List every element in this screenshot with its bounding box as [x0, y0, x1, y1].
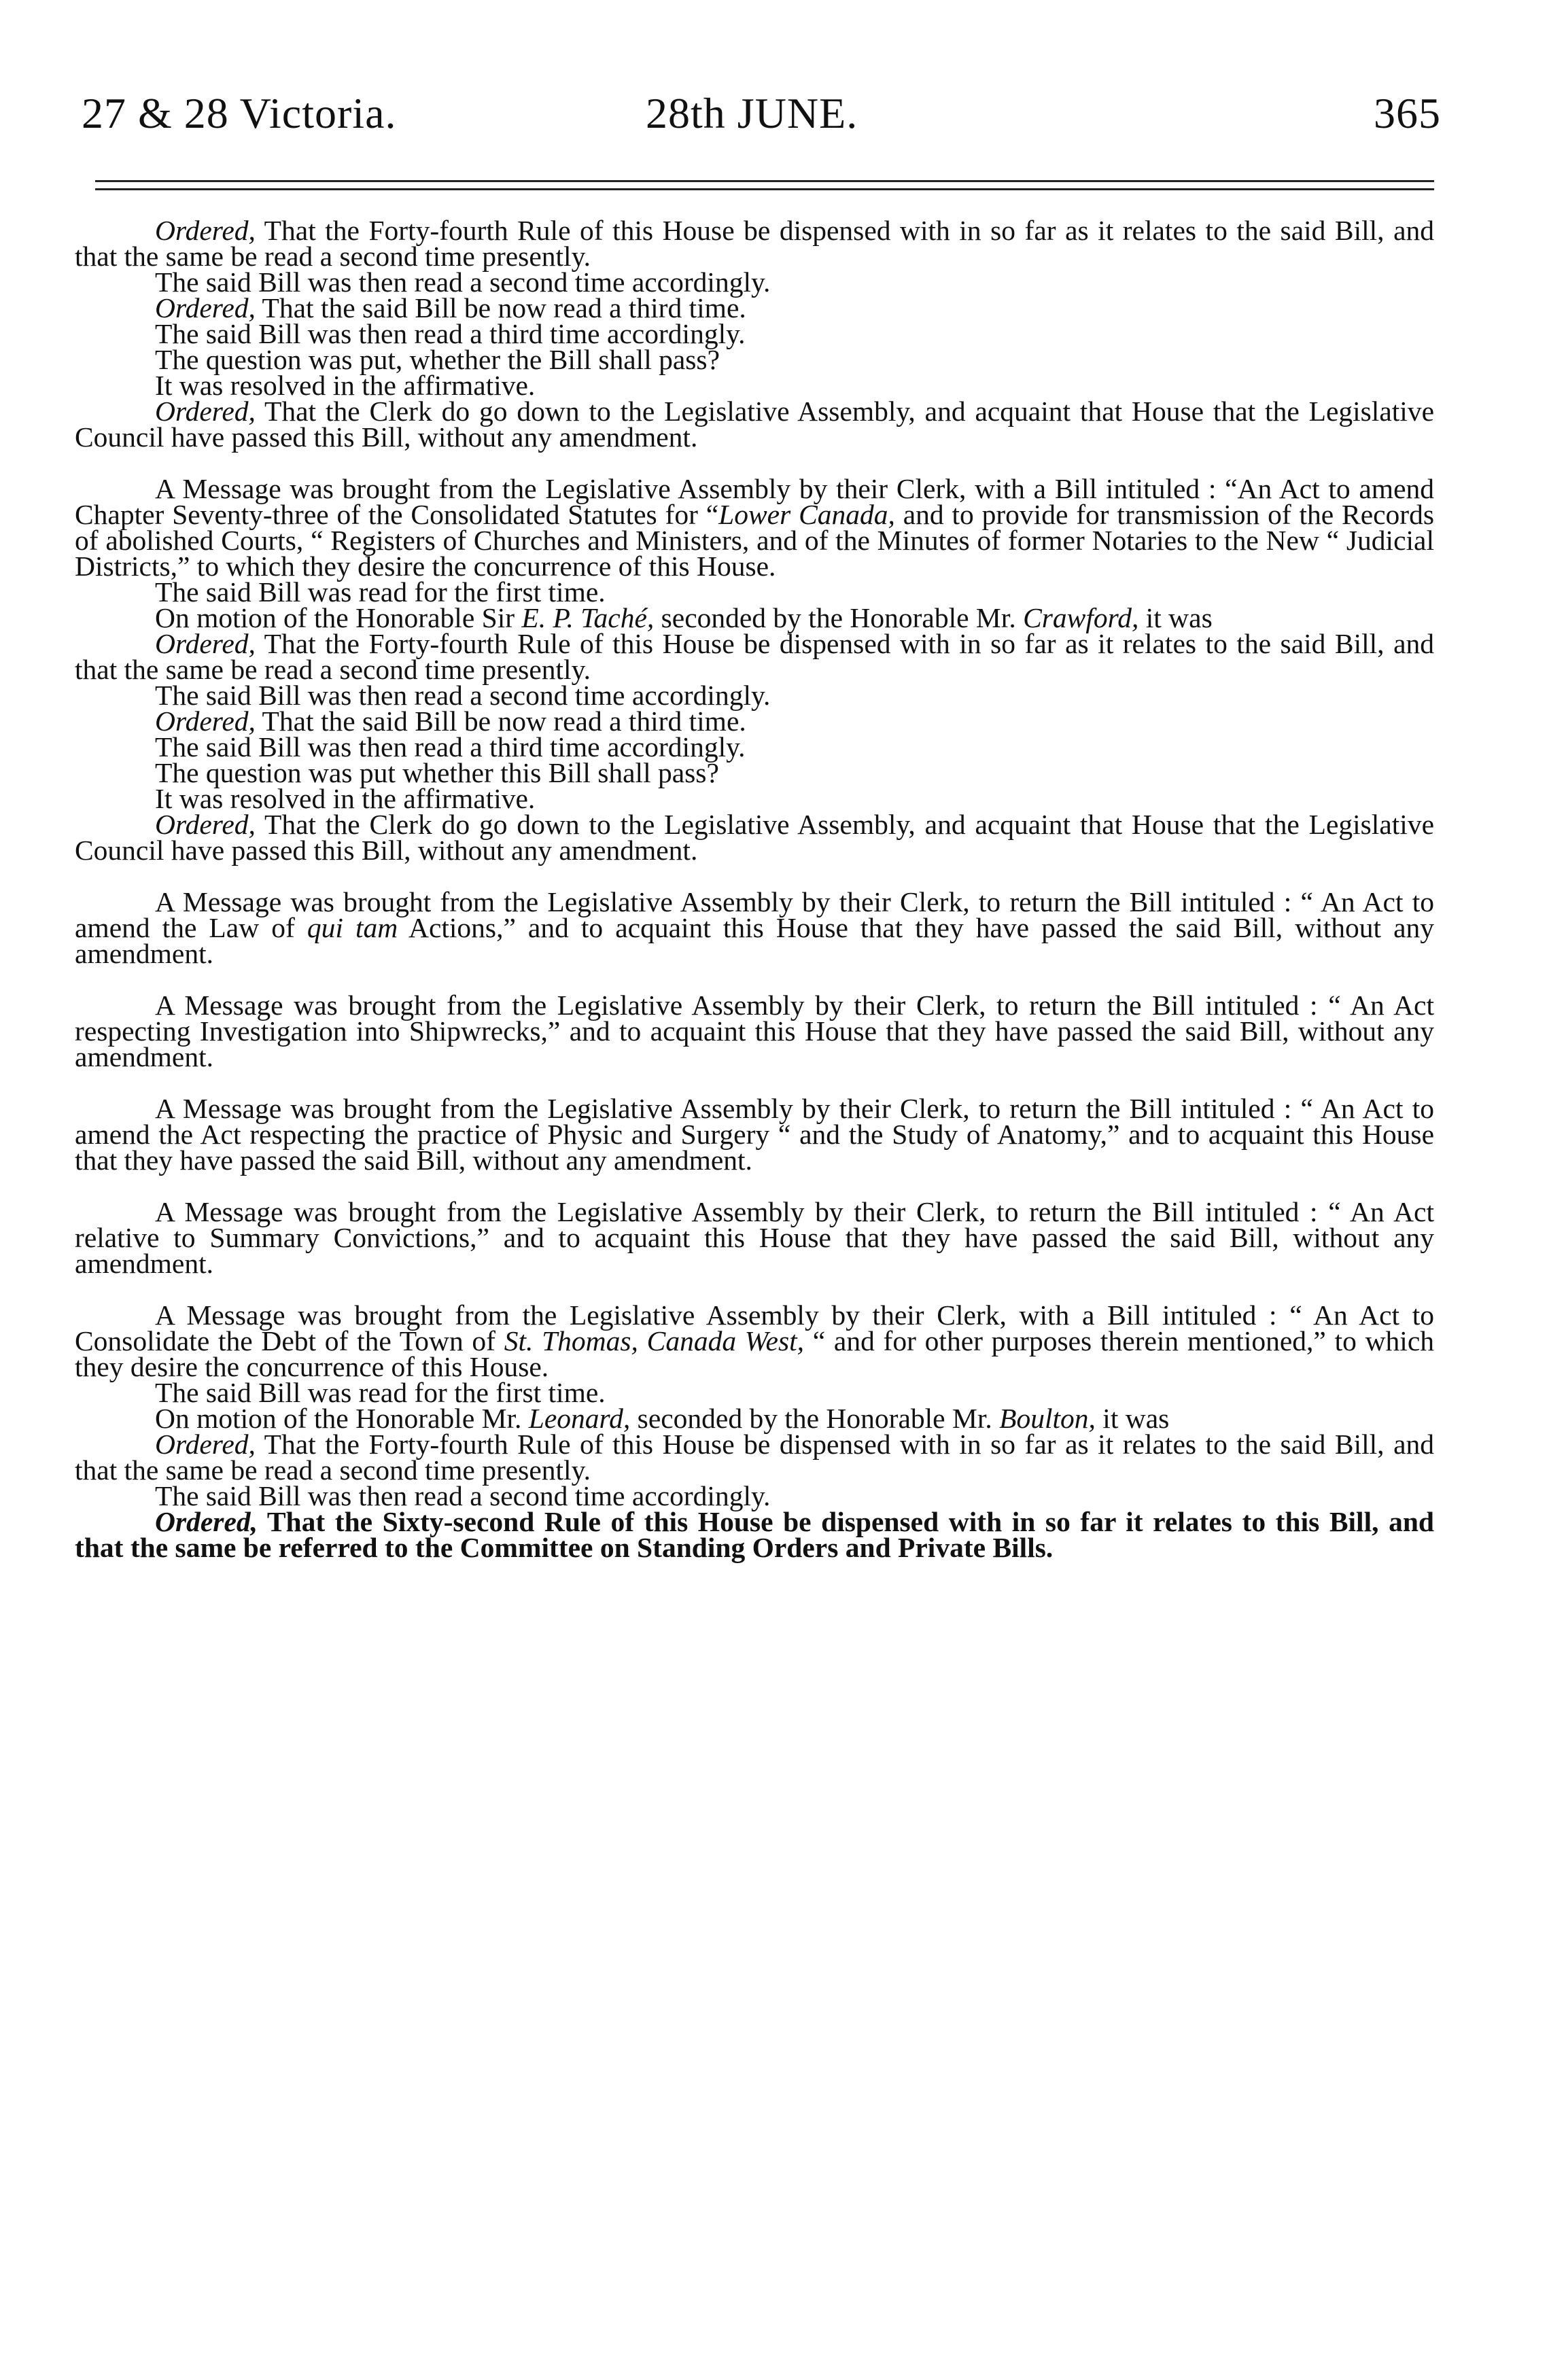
- paragraph: The question was put whether this Bill shall pass?: [155, 757, 719, 788]
- paragraph: On motion of the Honorable Sir E. P. Taché, seconded by the Honorable Mr. Crawford, it was: [155, 602, 1213, 633]
- journal-body: [75, 215, 1435, 1563]
- message-paragraph: A Message was brought from the Legislative Assembly by their Clerk, with a Bill intituled : “An Act to amend Chapter Seventy-three of the Consolidated Statutes for “Lower Canada, and to provide for transmission of the Records of abolished Courts, “ Registers of Churches and Ministers, and of the Minutes of former Notaries to the New “ Judicial Districts,” to which they desire the concurrence of this House.: [75, 473, 1435, 582]
- paragraph: The said Bill was then read a second time accordingly.: [155, 1480, 771, 1511]
- header-date: 28th JUNE.: [646, 89, 858, 137]
- message-paragraph: A Message was brought from the Legislative Assembly by their Clerk, to return the Bill intituled : “ An Act to amend the Act respecting the practice of Physic and Surgery “ and the Study of Anatomy,” and to acquaint this House that they have passed the said Bill, without any amendment.: [75, 1093, 1434, 1176]
- paragraph: The said Bill was read for the first time.: [155, 576, 606, 608]
- journal-page: [82, 88, 1448, 143]
- message-paragraph: A Message was brought from the Legislative Assembly by their Clerk, to return the Bill intituled : “ An Act relative to Summary Convictions,” and to acquaint this House that they have passed the said Bill, without any amendment.: [75, 1196, 1434, 1279]
- running-header: [82, 88, 1448, 143]
- paragraph: The said Bill was then read a second time accordingly.: [155, 266, 771, 298]
- paragraph: It was resolved in the affirmative.: [155, 783, 536, 814]
- paragraph: The said Bill was then read a third time accordingly.: [155, 318, 746, 349]
- paragraph: The question was put, whether the Bill shall pass?: [155, 344, 720, 375]
- paragraph-final: Ordered, That the Sixty-second Rule of this House be dispensed with in so far it relates to this Bill, and that the same be referred to the Committee on Standing Orders and Private Bills.: [75, 1506, 1434, 1563]
- message-paragraph: A Message was brought from the Legislative Assembly by their Clerk, with a Bill intituled : “ An Act to Consolidate the Debt of the Town of St. Thomas, Canada West, “ and for other purposes therein mentioned,” to which they desire the concurrence of this House.: [75, 1299, 1434, 1382]
- paragraph: The said Bill was read for the first time.: [155, 1377, 606, 1408]
- paragraph: Ordered, That the Clerk do go down to the Legislative Assembly, and acquaint that House that the Legislative Council have passed this Bill, without any amendment.: [75, 396, 1434, 453]
- paragraph: On motion of the Honorable Mr. Leonard, seconded by the Honorable Mr. Boulton, it was: [155, 1403, 1170, 1434]
- paragraph: Ordered, That the said Bill be now read a third time.: [155, 292, 746, 323]
- paragraph: It was resolved in the affirmative.: [155, 370, 536, 401]
- header-rule-bottom: [95, 188, 1434, 190]
- header-regnal-year: 27 & 28 Victoria.: [82, 89, 397, 137]
- paragraph: Ordered, That the Forty-fourth Rule of this House be dispensed with in so far as it relates to the said Bill, and that the same be read a second time presently.: [75, 215, 1434, 272]
- page-number: 365: [1374, 89, 1441, 137]
- paragraph: The said Bill was then read a second time accordingly.: [155, 680, 771, 711]
- header-rule-top: [95, 180, 1434, 182]
- paragraph: Ordered, That the Forty-fourth Rule of this House be dispensed with in so far as it relates to the said Bill, and that the same be read a second time presently.: [75, 1429, 1434, 1486]
- paragraph: Ordered, That the Forty-fourth Rule of this House be dispensed with in so far as it relates to the said Bill, and that the same be read a second time presently.: [75, 628, 1434, 685]
- message-paragraph: A Message was brought from the Legislative Assembly by their Clerk, to return the Bill intituled : “ An Act to amend the Law of qui tam Actions,” and to acquaint this House that they have passed the said Bill, without any amendment.: [75, 886, 1434, 969]
- paragraph: The said Bill was then read a third time accordingly.: [155, 731, 746, 763]
- paragraph: Ordered, That the Clerk do go down to the Legislative Assembly, and acquaint that House that the Legislative Council have passed this Bill, without any amendment.: [75, 809, 1434, 866]
- paragraph: Ordered, That the said Bill be now read a third time.: [155, 705, 746, 737]
- message-paragraph: A Message was brought from the Legislative Assembly by their Clerk, to return the Bill intituled : “ An Act respecting Investigation into Shipwrecks,” and to acquaint this House that they have passed the said Bill, without any amendment.: [75, 990, 1434, 1072]
